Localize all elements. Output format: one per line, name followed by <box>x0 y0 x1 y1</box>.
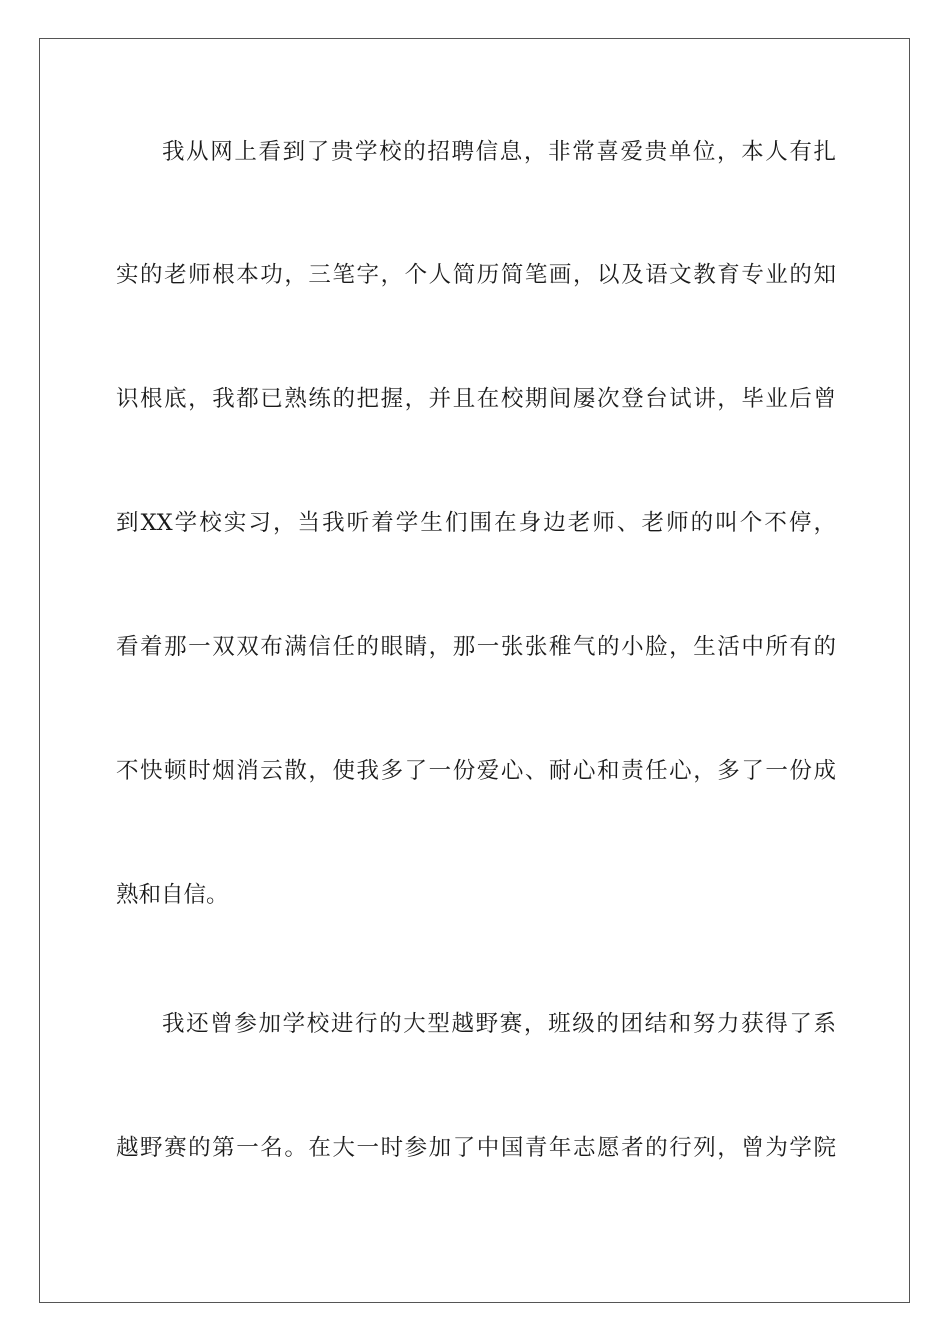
paragraph-1-line-7: 熟和自信。 <box>116 882 229 908</box>
paragraph-2-line-1: 我还曾参加学校进行的大型越野赛，班级的团结和努力获得了系 <box>162 1011 836 1037</box>
paragraph-1-line-6: 不快顿时烟消云散，使我多了一份爱心、耐心和责任心，多了一份成 <box>116 758 836 784</box>
paragraph-1-line-3: 识根底，我都已熟练的把握，并且在校期间屡次登台试讲，毕业后曾 <box>116 386 836 412</box>
paragraph-2-line-2: 越野赛的第一名。在大一时参加了中国青年志愿者的行列，曾为学院 <box>116 1135 836 1161</box>
paragraph-1-line-5: 看着那一双双布满信任的眼睛，那一张张稚气的小脸，生活中所有的 <box>116 634 836 660</box>
page-border <box>39 38 910 1303</box>
paragraph-1-line-1: 我从网上看到了贵学校的招聘信息，非常喜爱贵单位，本人有扎 <box>162 139 836 165</box>
paragraph-1-line-4: 到XX学校实习，当我听着学生们围在身边老师、老师的叫个不停， <box>116 510 836 536</box>
paragraph-1-line-2: 实的老师根本功，三笔字，个人简历简笔画，以及语文教育专业的知 <box>116 262 836 288</box>
